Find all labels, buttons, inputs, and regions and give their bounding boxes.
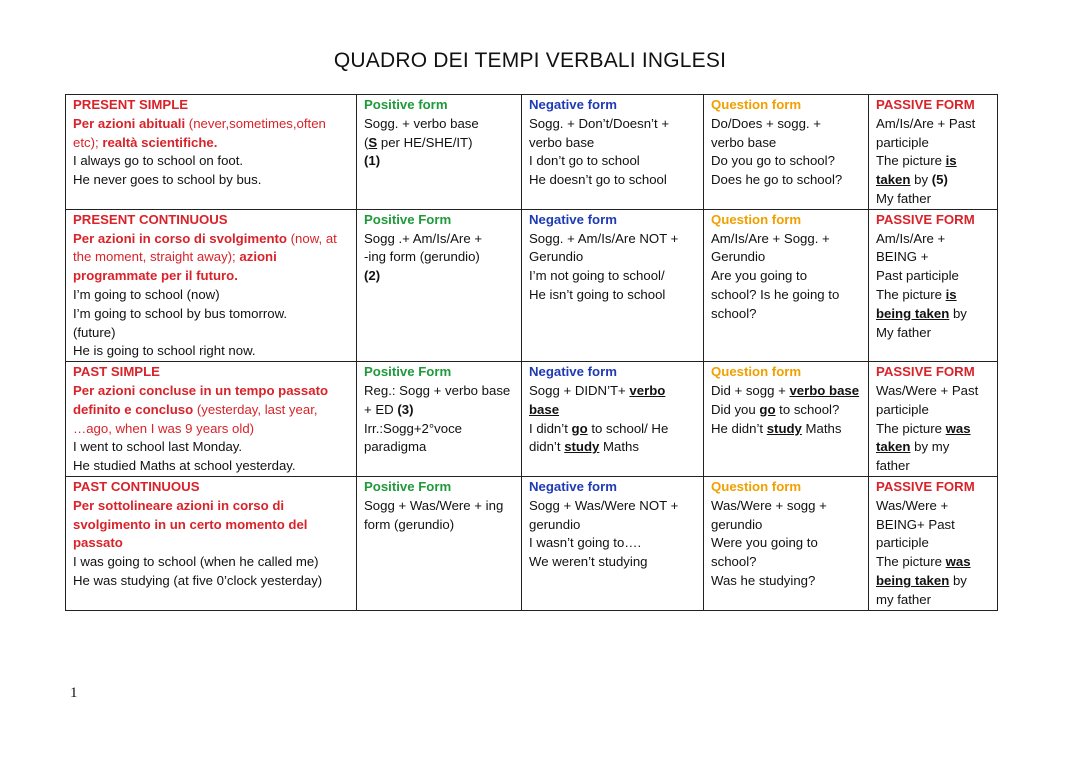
text-segment: He studied Maths at school yesterday. bbox=[73, 458, 296, 474]
text-segment: Was/Were + bbox=[876, 497, 949, 513]
cell-line bbox=[876, 382, 991, 401]
text-segment: Question form bbox=[711, 97, 802, 112]
text-segment: paradigma bbox=[364, 439, 427, 455]
cell-line bbox=[73, 324, 350, 343]
text-segment: was bbox=[945, 420, 971, 436]
cell-line bbox=[711, 286, 862, 305]
text-segment: Did + sogg + bbox=[711, 382, 790, 398]
text-segment: Positive Form bbox=[364, 364, 452, 380]
text-segment: He doesn’t go to school bbox=[529, 172, 667, 188]
cell-line bbox=[876, 324, 991, 343]
cell-line bbox=[73, 497, 350, 516]
cell-line bbox=[711, 305, 862, 324]
text-segment: My father bbox=[876, 190, 931, 206]
text-segment: realtà scientifiche. bbox=[102, 134, 218, 150]
cell-line bbox=[364, 363, 515, 382]
cell-line bbox=[711, 96, 862, 115]
text-segment: school? Is he going to bbox=[711, 286, 840, 302]
cell-line bbox=[73, 305, 350, 324]
cell-line bbox=[529, 134, 697, 153]
text-segment: Was/Were + Past bbox=[876, 382, 979, 398]
text-segment: He didn’t bbox=[711, 420, 767, 436]
cell-line bbox=[73, 152, 350, 171]
text-segment: Sogg. + Don’t/Doesn’t + bbox=[529, 115, 670, 131]
text-segment: PASSIVE FORM bbox=[876, 364, 975, 380]
cell-line bbox=[73, 248, 350, 267]
text-segment: verbo bbox=[629, 382, 666, 398]
cell-line bbox=[364, 420, 515, 439]
verb-tenses-table bbox=[65, 94, 998, 611]
cell-line bbox=[711, 497, 862, 516]
question-form-cell bbox=[704, 476, 869, 610]
text-segment: I wasn’t going to…. bbox=[529, 535, 642, 551]
cell-line bbox=[73, 342, 350, 361]
cell-line bbox=[711, 382, 862, 401]
cell-line bbox=[529, 115, 697, 134]
text-segment: verbo base bbox=[529, 134, 595, 150]
text-segment: is bbox=[945, 153, 957, 169]
text-segment: is bbox=[945, 286, 957, 302]
tense-cell bbox=[66, 209, 357, 361]
text-segment: Sogg. + Am/Is/Are NOT + bbox=[529, 230, 679, 246]
cell-line bbox=[876, 171, 991, 190]
text-segment: svolgimento in un certo momento del bbox=[73, 516, 308, 532]
cell-line bbox=[876, 591, 991, 610]
text-segment: Question form bbox=[711, 211, 802, 227]
text-segment: Past participle bbox=[876, 268, 959, 284]
text-segment: Maths bbox=[801, 420, 842, 436]
cell-line bbox=[711, 115, 862, 134]
cell-line bbox=[364, 152, 515, 171]
question-form-cell bbox=[704, 95, 869, 210]
cell-line bbox=[364, 134, 515, 153]
text-segment: form (gerundio) bbox=[364, 516, 455, 532]
negative-form-cell bbox=[522, 95, 704, 210]
text-segment: (1) bbox=[364, 153, 381, 169]
cell-line bbox=[364, 248, 515, 267]
text-segment: BEING+ Past bbox=[876, 516, 955, 532]
cell-line bbox=[529, 363, 697, 382]
cell-line bbox=[529, 230, 697, 249]
cell-line bbox=[529, 401, 697, 420]
tense-cell bbox=[66, 476, 357, 610]
cell-line bbox=[73, 534, 350, 553]
text-segment: passato bbox=[73, 535, 123, 551]
cell-line bbox=[876, 248, 991, 267]
cell-line bbox=[73, 363, 350, 382]
text-segment: + ED bbox=[364, 401, 398, 417]
text-segment: PAST SIMPLE bbox=[73, 364, 160, 380]
table-row-past-simple bbox=[66, 362, 998, 477]
page-number: 1 bbox=[70, 685, 78, 701]
text-segment: Negative form bbox=[529, 478, 617, 494]
text-segment: (yesterday, last year, bbox=[196, 401, 318, 417]
cell-line bbox=[876, 190, 991, 209]
text-segment: school? bbox=[711, 305, 757, 321]
cell-line bbox=[73, 401, 350, 420]
text-segment: taken bbox=[876, 172, 911, 188]
text-segment: Was/Were + sogg + bbox=[711, 497, 827, 513]
question-form-cell bbox=[704, 362, 869, 477]
cell-line bbox=[529, 534, 697, 553]
cell-line bbox=[73, 420, 350, 439]
text-segment: Negative form bbox=[529, 97, 617, 112]
text-segment: Negative form bbox=[529, 211, 617, 227]
text-segment: Question form bbox=[711, 478, 802, 494]
passive-form-cell bbox=[869, 95, 998, 210]
text-segment: The picture bbox=[876, 554, 946, 570]
cell-line bbox=[711, 363, 862, 382]
text-segment: My father bbox=[876, 324, 931, 340]
text-segment: Sogg .+ Am/Is/Are + bbox=[364, 230, 483, 246]
text-segment: go bbox=[571, 420, 588, 436]
text-segment: (future) bbox=[73, 324, 116, 340]
text-segment: verbo base bbox=[789, 382, 860, 398]
cell-line bbox=[73, 516, 350, 535]
cell-line bbox=[73, 230, 350, 249]
cell-line bbox=[711, 171, 862, 190]
cell-line bbox=[73, 457, 350, 476]
text-segment: I don’t go to school bbox=[529, 153, 640, 169]
cell-line bbox=[529, 267, 697, 286]
text-segment: Reg.: Sogg + verbo base bbox=[364, 382, 511, 398]
cell-line bbox=[364, 96, 515, 115]
text-segment: ( bbox=[364, 134, 369, 150]
cell-line bbox=[876, 401, 991, 420]
text-segment: He was studying (at five 0’clock yesterday) bbox=[73, 572, 323, 588]
cell-line bbox=[73, 267, 350, 286]
text-segment: etc); bbox=[73, 134, 103, 150]
text-segment: Does he go to school? bbox=[711, 172, 843, 188]
cell-line bbox=[711, 572, 862, 591]
text-segment: -ing form (gerundio) bbox=[364, 249, 480, 265]
cell-line bbox=[73, 211, 350, 230]
cell-line bbox=[73, 572, 350, 591]
cell-line bbox=[876, 516, 991, 535]
text-segment: Were you going to bbox=[711, 535, 818, 551]
cell-line bbox=[364, 211, 515, 230]
cell-line bbox=[364, 516, 515, 535]
cell-line bbox=[711, 553, 862, 572]
text-segment: Gerundio bbox=[711, 249, 766, 265]
text-segment: Irr.:Sogg+2°voce bbox=[364, 420, 463, 436]
page-title: QUADRO DEI TEMPI VERBALI INGLESI bbox=[333, 49, 727, 72]
text-segment: study bbox=[766, 420, 802, 436]
text-segment: I’m going to school (now) bbox=[73, 286, 220, 302]
cell-line bbox=[364, 267, 515, 286]
text-segment: Maths bbox=[599, 439, 639, 455]
cell-line bbox=[711, 516, 862, 535]
text-segment: my father bbox=[876, 591, 931, 607]
text-segment: PAST CONTINUOUS bbox=[73, 478, 200, 494]
cell-line bbox=[711, 267, 862, 286]
cell-line bbox=[876, 211, 991, 230]
text-segment: Do/Does + sogg. + bbox=[711, 115, 821, 131]
cell-line bbox=[876, 420, 991, 439]
text-segment: He never goes to school by bus. bbox=[73, 172, 262, 188]
text-segment: per HE/SHE/IT) bbox=[377, 134, 473, 150]
cell-line bbox=[711, 401, 862, 420]
text-segment: Positive Form bbox=[364, 211, 452, 227]
text-segment: definito e concluso bbox=[73, 401, 197, 417]
cell-line bbox=[876, 286, 991, 305]
text-segment: PASSIVE FORM bbox=[876, 478, 975, 494]
cell-line bbox=[529, 248, 697, 267]
text-segment: gerundio bbox=[529, 516, 581, 532]
cell-line bbox=[73, 171, 350, 190]
cell-line bbox=[529, 382, 697, 401]
text-segment: azioni bbox=[239, 249, 277, 265]
text-segment: Am/Is/Are + Past bbox=[876, 115, 976, 131]
text-segment: was bbox=[945, 554, 971, 570]
positive-form-cell bbox=[357, 95, 522, 210]
passive-form-cell bbox=[869, 476, 998, 610]
cell-line bbox=[876, 363, 991, 382]
negative-form-cell bbox=[522, 209, 704, 361]
text-segment: Sogg. + verbo base bbox=[364, 115, 479, 131]
table-row-present-simple bbox=[66, 95, 998, 210]
question-form-cell bbox=[704, 209, 869, 361]
cell-line bbox=[711, 211, 862, 230]
cell-line bbox=[364, 230, 515, 249]
text-segment: Did you bbox=[711, 401, 760, 417]
text-segment: to school/ He bbox=[587, 420, 669, 436]
text-segment: Per azioni concluse in un tempo passato bbox=[73, 382, 329, 398]
cell-line bbox=[876, 96, 991, 115]
cell-line bbox=[73, 553, 350, 572]
cell-line bbox=[529, 516, 697, 535]
text-segment: base bbox=[529, 401, 560, 417]
cell-line bbox=[876, 267, 991, 286]
cell-line bbox=[876, 534, 991, 553]
cell-line bbox=[73, 286, 350, 305]
cell-line bbox=[73, 438, 350, 457]
text-segment: verbo base bbox=[711, 134, 777, 150]
negative-form-cell bbox=[522, 476, 704, 610]
text-segment: by bbox=[949, 305, 967, 321]
passive-form-cell bbox=[869, 209, 998, 361]
cell-line bbox=[711, 230, 862, 249]
cell-line bbox=[364, 497, 515, 516]
cell-line bbox=[529, 211, 697, 230]
text-segment: participle bbox=[876, 134, 929, 150]
cell-line bbox=[876, 553, 991, 572]
text-segment: (never,sometimes,often bbox=[188, 115, 326, 131]
text-segment: (5) bbox=[931, 172, 948, 188]
cell-line bbox=[711, 478, 862, 497]
cell-line bbox=[876, 438, 991, 457]
text-segment: I went to school last Monday. bbox=[73, 439, 243, 455]
cell-line bbox=[876, 478, 991, 497]
text-segment: by bbox=[910, 172, 932, 188]
table-row-past-continuous bbox=[66, 476, 998, 610]
text-segment: by my bbox=[910, 439, 950, 455]
text-segment: the moment, straight away); bbox=[73, 249, 240, 265]
cell-line bbox=[876, 457, 991, 476]
text-segment: Negative form bbox=[529, 364, 617, 380]
text-segment: I’m going to school by bus tomorrow. bbox=[73, 305, 288, 321]
text-segment: (2) bbox=[364, 268, 381, 284]
cell-line bbox=[876, 305, 991, 324]
text-segment: (now, at bbox=[290, 230, 337, 246]
cell-line bbox=[529, 286, 697, 305]
text-segment: Sogg + DIDN’T+ bbox=[529, 382, 630, 398]
positive-form-cell bbox=[357, 209, 522, 361]
cell-line bbox=[876, 115, 991, 134]
cell-line bbox=[529, 497, 697, 516]
text-segment: The picture bbox=[876, 286, 946, 302]
text-segment: Do you go to school? bbox=[711, 153, 835, 169]
text-segment: school? bbox=[711, 554, 757, 570]
cell-line bbox=[529, 553, 697, 572]
cell-line bbox=[364, 382, 515, 401]
text-segment: programmate per il futuro. bbox=[73, 268, 238, 284]
table-row-present-continuous bbox=[66, 209, 998, 361]
text-segment: Am/Is/Are + Sogg. + bbox=[711, 230, 830, 246]
cell-line bbox=[876, 152, 991, 171]
positive-form-cell bbox=[357, 476, 522, 610]
cell-line bbox=[711, 420, 862, 439]
text-segment: go bbox=[759, 401, 776, 417]
text-segment: Am/Is/Are + bbox=[876, 230, 946, 246]
cell-line bbox=[73, 115, 350, 134]
cell-line bbox=[364, 401, 515, 420]
cell-line bbox=[529, 152, 697, 171]
text-segment: study bbox=[564, 439, 600, 455]
text-segment: father bbox=[876, 458, 910, 474]
cell-line bbox=[73, 478, 350, 497]
text-segment: The picture bbox=[876, 420, 946, 436]
passive-form-cell bbox=[869, 362, 998, 477]
cell-line bbox=[711, 248, 862, 267]
text-segment: He isn’t going to school bbox=[529, 286, 666, 302]
cell-line bbox=[73, 134, 350, 153]
text-segment: Gerundio bbox=[529, 249, 584, 265]
cell-line bbox=[711, 534, 862, 553]
text-segment: PASSIVE FORM bbox=[876, 97, 975, 112]
text-segment: PASSIVE FORM bbox=[876, 211, 975, 227]
text-segment: Sogg + Was/Were + ing bbox=[364, 497, 504, 513]
text-segment: to school? bbox=[775, 401, 840, 417]
text-segment: Are you going to bbox=[711, 268, 808, 284]
text-segment: taken bbox=[876, 439, 911, 455]
cell-line bbox=[711, 152, 862, 171]
text-segment: being taken bbox=[876, 305, 950, 321]
cell-line bbox=[529, 420, 697, 439]
text-segment: by bbox=[949, 572, 967, 588]
text-segment: Positive Form bbox=[364, 478, 452, 494]
cell-line bbox=[529, 478, 697, 497]
text-segment: (3) bbox=[397, 401, 414, 417]
tense-cell bbox=[66, 362, 357, 477]
text-segment: We weren’t studying bbox=[529, 554, 648, 570]
cell-line bbox=[876, 134, 991, 153]
cell-line bbox=[364, 115, 515, 134]
cell-line bbox=[73, 96, 350, 115]
positive-form-cell bbox=[357, 362, 522, 477]
text-segment: I didn’t bbox=[529, 420, 572, 436]
text-segment: Per azioni abituali bbox=[73, 115, 189, 131]
cell-line bbox=[711, 134, 862, 153]
text-segment: I always go to school on foot. bbox=[73, 153, 244, 169]
text-segment: participle bbox=[876, 401, 929, 417]
cell-line bbox=[529, 96, 697, 115]
cell-line bbox=[364, 478, 515, 497]
tense-cell bbox=[66, 95, 357, 210]
text-segment: PRESENT SIMPLE bbox=[73, 97, 189, 112]
text-segment: S bbox=[368, 134, 378, 150]
text-segment: gerundio bbox=[711, 516, 763, 532]
text-segment: I was going to school (when he called me) bbox=[73, 554, 319, 570]
cell-line bbox=[876, 572, 991, 591]
text-segment: Positive form bbox=[364, 97, 448, 112]
cell-line bbox=[876, 230, 991, 249]
text-segment: Per sottolineare azioni in corso di bbox=[73, 497, 285, 513]
text-segment: didn’t bbox=[529, 439, 565, 455]
text-segment: Sogg + Was/Were NOT + bbox=[529, 497, 679, 513]
cell-line bbox=[529, 438, 697, 457]
text-segment: being taken bbox=[876, 572, 950, 588]
text-segment: BEING + bbox=[876, 249, 929, 265]
cell-line bbox=[364, 438, 515, 457]
negative-form-cell bbox=[522, 362, 704, 477]
text-segment: I’m not going to school/ bbox=[529, 268, 665, 284]
cell-line bbox=[529, 171, 697, 190]
cell-line bbox=[876, 497, 991, 516]
text-segment: The picture bbox=[876, 153, 946, 169]
text-segment: participle bbox=[876, 535, 929, 551]
text-segment: Per azioni in corso di svolgimento bbox=[73, 230, 291, 246]
text-segment: PRESENT CONTINUOUS bbox=[73, 211, 228, 227]
text-segment: He is going to school right now. bbox=[73, 343, 256, 359]
cell-line bbox=[73, 382, 350, 401]
text-segment: Was he studying? bbox=[711, 572, 816, 588]
text-segment: Question form bbox=[711, 364, 802, 380]
text-segment: …ago, when I was 9 years old) bbox=[73, 420, 255, 436]
